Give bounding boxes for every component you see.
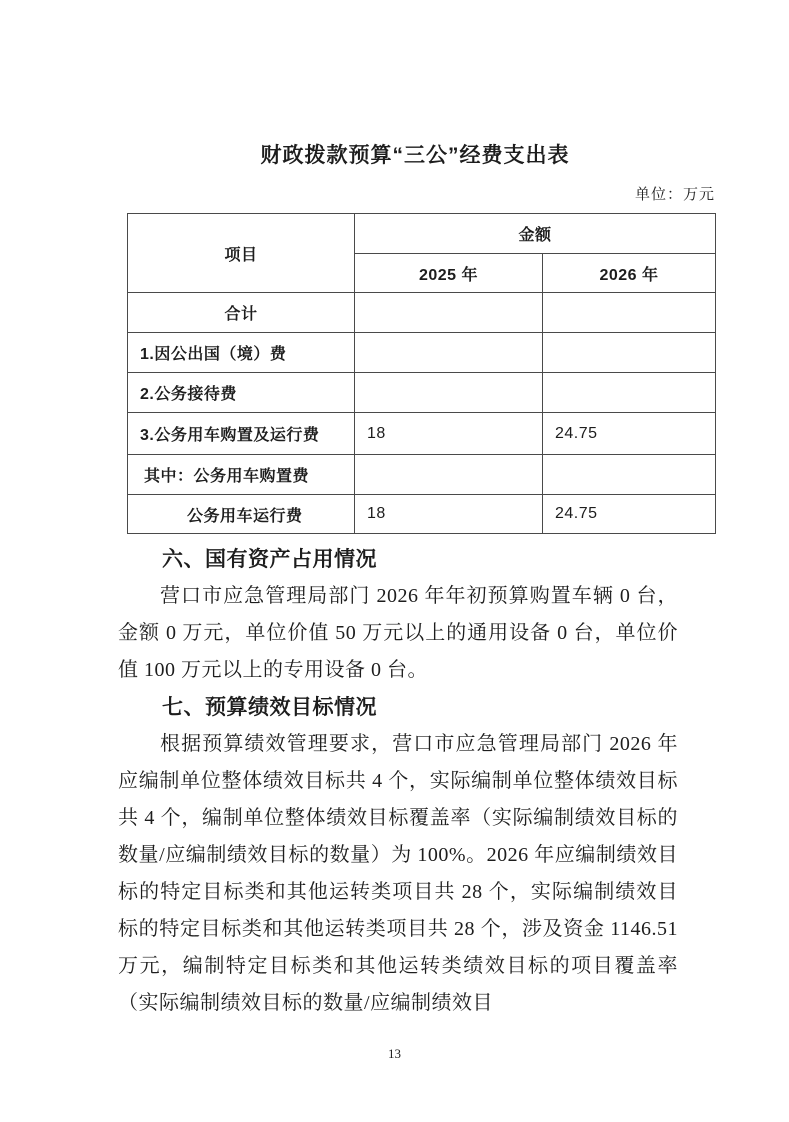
cell-total-2026 bbox=[543, 293, 716, 333]
column-header-2025: 2025 年 bbox=[355, 254, 543, 293]
column-header-2026: 2026 年 bbox=[543, 254, 716, 293]
row-label-vehicle-purchase: 其中：公务用车购置费 bbox=[128, 455, 355, 495]
section-7-paragraph: 根据预算绩效管理要求，营口市应急管理局部门 2026 年应编制单位整体绩效目标共 4 个，实际编制单位整体绩效目标共 4 个，编制单位整体绩效目标覆盖率（实际编制绩效目标的数量/应编制绩效目标的数量）为 100%。2026 年应编制绩效目标的特定目标类和其他运转类项目共 28 个，实际编制绩效目标的特定目标类和其他运转类项目共 28 个，涉及资金 1146.51 万元，编制特定目标类和其他运转类绩效目标的项目覆盖率（实际编制绩效目标的数量/应编制绩效目 bbox=[118, 733, 678, 1014]
cell-vehicle-operation-2026: 24.75 bbox=[543, 495, 716, 534]
cell-reception-2026 bbox=[543, 373, 716, 413]
page-number: 13 bbox=[388, 1046, 401, 1061]
row-label-vehicle-total: 3.公务用车购置及运行费 bbox=[128, 413, 355, 455]
cell-vehicle-purchase-2026 bbox=[543, 455, 716, 495]
table-row bbox=[128, 293, 716, 333]
table-header-row-1 bbox=[128, 214, 716, 254]
section-6-paragraph: 营口市应急管理局部门 2026 年年初预算购置车辆 0 台，金额 0 万元，单位价值 50 万元以上的通用设备 0 台，单位价值 100 万元以上的专用设备 0 台。 bbox=[118, 585, 678, 681]
row-label-reception-fee: 2.公务接待费 bbox=[128, 373, 355, 413]
page-title: 财政拨款预算“三公”经费支出表 bbox=[260, 144, 570, 167]
table-row bbox=[128, 495, 716, 534]
table-row bbox=[128, 413, 716, 455]
three-public-expenses-table bbox=[127, 213, 716, 534]
row-label-vehicle-operation: 公务用车运行费 bbox=[128, 495, 355, 534]
table-row bbox=[128, 373, 716, 413]
row-label-abroad-fee: 1.因公出国（境）费 bbox=[128, 333, 355, 373]
cell-vehicle-total-2025: 18 bbox=[355, 413, 543, 455]
section-7-heading: 七、预算绩效目标情况 bbox=[162, 696, 377, 719]
unit-label: 单位：万元 bbox=[634, 187, 715, 203]
column-header-amount: 金额 bbox=[355, 214, 716, 254]
body-text bbox=[118, 541, 678, 1022]
cell-abroad-2026 bbox=[543, 333, 716, 373]
cell-vehicle-purchase-2025 bbox=[355, 455, 543, 495]
table-row bbox=[128, 455, 716, 495]
cell-total-2025 bbox=[355, 293, 543, 333]
cell-reception-2025 bbox=[355, 373, 543, 413]
cell-abroad-2025 bbox=[355, 333, 543, 373]
section-6-heading: 六、国有资产占用情况 bbox=[162, 548, 377, 571]
row-label-total: 合计 bbox=[128, 293, 355, 333]
cell-vehicle-total-2026: 24.75 bbox=[543, 413, 716, 455]
cell-vehicle-operation-2025: 18 bbox=[355, 495, 543, 534]
table-row bbox=[128, 333, 716, 373]
column-header-item: 项目 bbox=[128, 214, 355, 293]
